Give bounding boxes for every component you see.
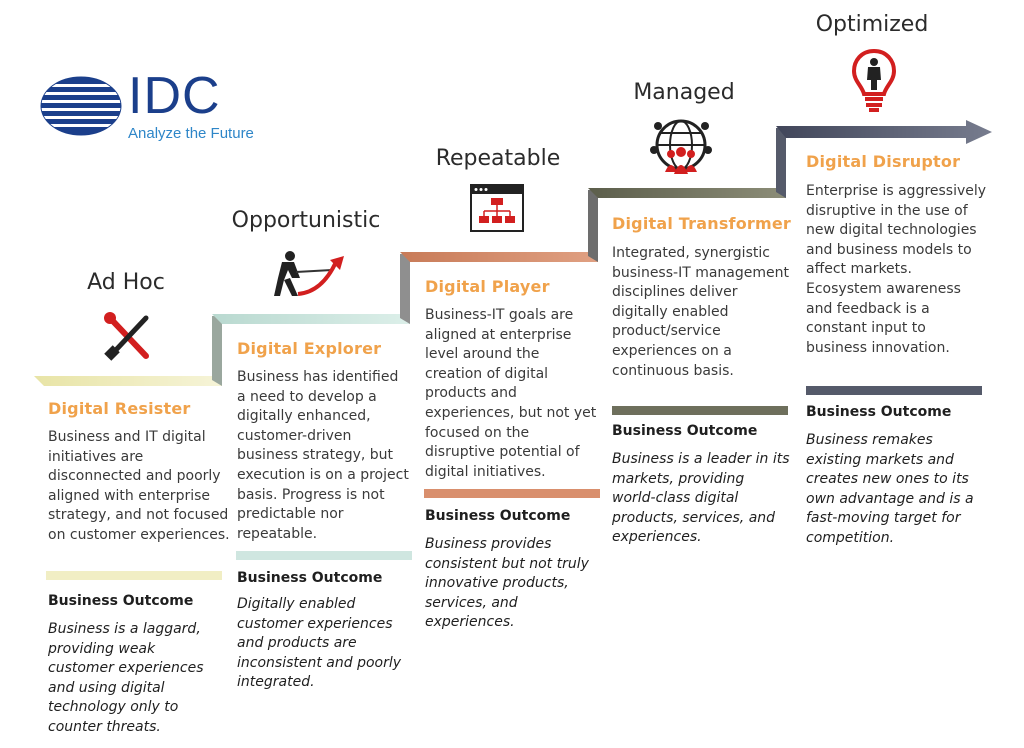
stage-description-2: Business has identified a need to develop a digitally enhanced, customer-driven business strategy, but execution is on a project basis. Progress is not predictable nor repeatable. (237, 369, 409, 542)
outcome-text-4: Business is a leader in its markets, providing world-class digital products, services, and experiences. (612, 451, 790, 546)
logo-wordmark: IDC (128, 67, 221, 125)
step-4-divider (612, 406, 788, 415)
outcome-text-2: Digitally enabled customer experiences and products are inconsistent and poorly integrated. (237, 596, 402, 691)
level-label-repeatable: Repeatable (435, 146, 561, 171)
level-label-ad-hoc: Ad Hoc (87, 270, 165, 295)
stage-title-digital-transformer: Digital Transformer (612, 214, 792, 233)
step-2-tread (212, 314, 410, 324)
step-2-divider (236, 551, 412, 560)
org-chart-window-icon (470, 184, 524, 232)
level-label-managed: Managed (633, 80, 735, 105)
idc-logo (40, 67, 280, 152)
globe-logo-icon (40, 76, 122, 136)
step-5-arrow (776, 120, 992, 144)
stage-title-digital-resister: Digital Resister (48, 399, 191, 418)
step-5-divider (806, 386, 982, 395)
outcome-heading-5: Business Outcome (806, 404, 952, 420)
outcome-text-3: Business provides consistent but not truly innovative products, services, and experiences. (425, 536, 589, 631)
riser-2 (400, 254, 410, 324)
level-label-opportunistic: Opportunistic (231, 208, 381, 233)
stage-title-digital-explorer: Digital Explorer (237, 339, 382, 358)
step-1-divider (46, 571, 222, 580)
step-3-divider (424, 489, 600, 498)
outcome-heading-4: Business Outcome (612, 423, 758, 439)
logo-tagline: Analyze the Future (128, 125, 254, 142)
riser-3 (588, 190, 598, 262)
riser-4 (776, 128, 786, 198)
stage-description-5: Enterprise is aggressively disruptive in the use of new digital technologies and business models to affect markets. Ecosystem awareness and feedback is a constant input to business innovation. (806, 183, 987, 356)
riser-1 (212, 316, 222, 386)
step-1-tread (34, 376, 222, 386)
outcome-text-1: Business is a laggard, providing weak customer experiences and using digital technology only to counter threats. (48, 621, 204, 735)
globe-network-icon (650, 116, 712, 178)
outcome-heading-3: Business Outcome (425, 508, 571, 524)
outcome-text-5: Business remakes existing markets and creates new ones to its own advantage and is a fast-moving target for competition. (806, 432, 974, 546)
stage-title-digital-player: Digital Player (425, 277, 550, 296)
stage-description-4: Integrated, synergistic business-IT management disciplines deliver digitally enabled product/service experiences on a continuous basis. (612, 245, 789, 379)
stage-description-1: Business and IT digital initiatives are disconnected and poorly aligned with enterprise strategy, and not focused on customer experiences. (48, 429, 230, 543)
level-label-optimized: Optimized (815, 12, 929, 37)
step-3-tread (400, 252, 598, 262)
outcome-heading-1: Business Outcome (48, 593, 194, 609)
stage-description-3: Business-IT goals are aligned at enterprise level around the creation of digital products and experiences, but not yet focused on the disruptive potential of digital initiatives. (425, 307, 597, 480)
step-4-tread (588, 188, 786, 198)
lightbulb-person-icon (850, 48, 898, 114)
tug-of-war-icon (270, 248, 350, 300)
tools-icon (102, 312, 154, 362)
stage-title-digital-disruptor: Digital Disruptor (806, 152, 961, 171)
outcome-heading-2: Business Outcome (237, 570, 383, 586)
